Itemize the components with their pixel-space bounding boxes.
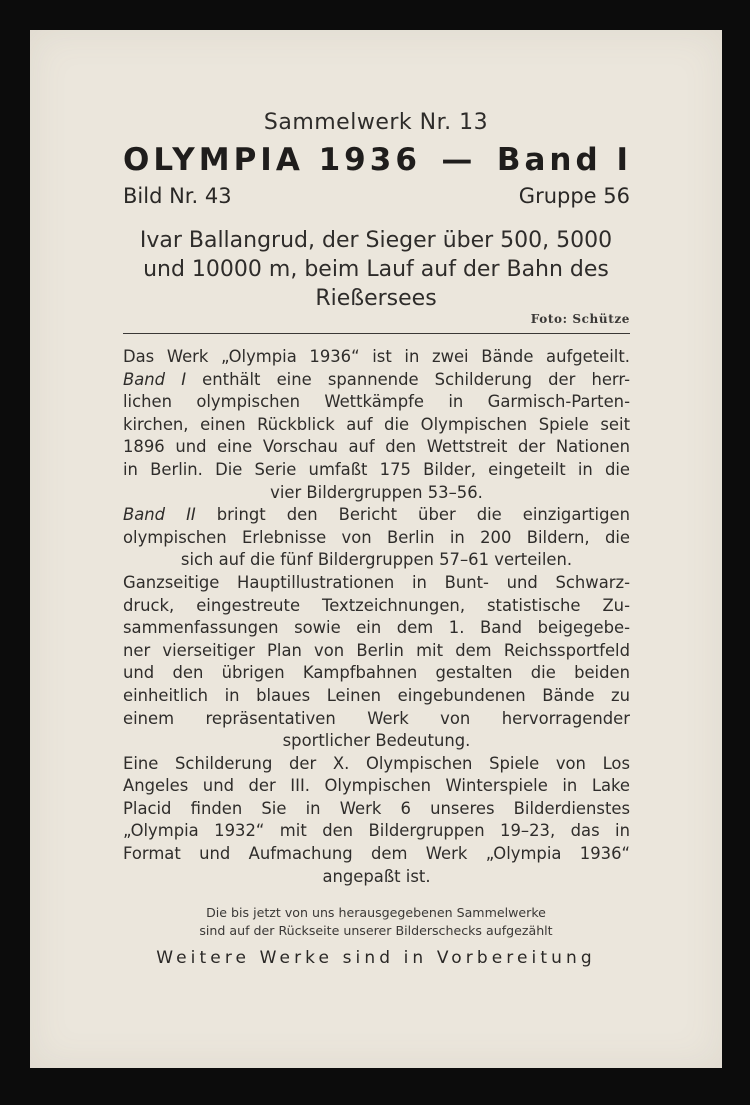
body-line: „Olympia 1932“ mit den Bildergruppen 19–23, das in xyxy=(123,821,630,841)
collector-card-back xyxy=(30,30,722,1068)
body-line: Ganzseitige Hauptillustrationen in Bunt- und Schwarz- xyxy=(123,572,630,592)
picture-number: Bild Nr. 43 xyxy=(123,184,232,208)
caption-line: Ivar Ballangrud, der Sieger über 500, 5000 xyxy=(139,228,613,253)
album-title xyxy=(123,142,632,178)
note-line: Die bis jetzt von uns herausgegebenen Sammelwerke xyxy=(206,905,546,920)
body-line xyxy=(123,369,630,392)
body-line: druck, eingestreute Textzeichnungen, statistische Zu- xyxy=(123,595,630,615)
body-line: und den übrigen Kampfbahnen gestalten die beiden xyxy=(123,663,630,683)
band-1-label: Band I xyxy=(123,369,187,389)
photo-credit: Foto: Schütze xyxy=(530,312,630,326)
body-line: Placid finden Sie in Werk 6 unseres Bilderdienstes xyxy=(123,798,630,818)
body-line: lichen olympischen Wettkämpfe in Garmisch-Parten- xyxy=(123,392,630,412)
body-line: ner vierseitiger Plan von Berlin mit dem Reichssportfeld xyxy=(123,640,630,660)
collection-note xyxy=(110,904,642,940)
picture-info-row xyxy=(123,184,630,208)
title-dash: — xyxy=(441,142,477,178)
divider-line xyxy=(123,333,630,334)
body-line: vier Bildergruppen 53–56. xyxy=(270,482,483,502)
body-line: Das Werk „Olympia 1936“ ist in zwei Bände aufgeteilt. xyxy=(123,347,630,366)
group-number: Gruppe 56 xyxy=(518,184,630,208)
body-line: Angeles und der III. Olympischen Winterspiele in Lake xyxy=(123,776,630,796)
body-line-text: enthält eine spannende Schilderung der herr- xyxy=(202,369,630,389)
body-line: sammenfassungen sowie ein dem 1. Band beigegebe- xyxy=(123,618,630,638)
caption-line: Rießersees xyxy=(315,286,437,311)
body-line: kirchen, einen Rückblick auf die Olympischen Spiele seit xyxy=(123,414,630,434)
body-line: Format und Aufmachung dem Werk „Olympia 1936“ xyxy=(123,844,630,864)
title-olympia: OLYMPIA 1936 xyxy=(123,142,421,178)
body-line: Eine Schilderung der X. Olympischen Spiele von Los xyxy=(123,753,630,773)
band-2-label: Band II xyxy=(123,505,196,525)
body-line: sich auf die fünf Bildergruppen 57–61 verteilen. xyxy=(180,550,573,570)
picture-caption xyxy=(110,226,642,313)
footer-announcement: Weitere Werke sind in Vorbereitung xyxy=(156,948,596,968)
note-line: sind auf der Rückseite unserer Bilderschecks aufgezählt xyxy=(199,923,553,938)
body-line: in Berlin. Die Serie umfaßt 175 Bilder, eingeteilt in die xyxy=(123,459,630,479)
body-line: einheitlich in blaues Leinen eingebundenen Bände zu xyxy=(123,685,630,705)
title-band: Band I xyxy=(496,142,632,178)
series-number: Sammelwerk Nr. 13 xyxy=(263,110,489,135)
body-line-text: bringt den Bericht über die einzigartigen xyxy=(216,505,630,525)
body-line xyxy=(123,504,630,527)
body-line: einem repräsentativen Werk von hervorragender xyxy=(123,708,630,728)
description-text xyxy=(123,346,630,888)
body-line: olympischen Erlebnisse von Berlin in 200 Bildern, die xyxy=(123,527,630,547)
body-line: sportlicher Bedeutung. xyxy=(282,731,471,751)
caption-line: und 10000 m, beim Lauf auf der Bahn des xyxy=(143,257,609,282)
body-line: 1896 und eine Vorschau auf den Wettstreit der Nationen xyxy=(123,437,630,457)
body-line: angepaßt ist. xyxy=(322,866,431,886)
